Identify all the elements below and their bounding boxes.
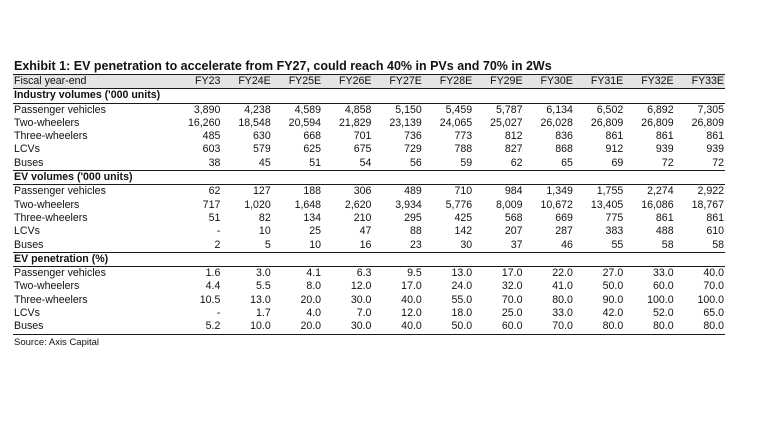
table-cell: 26,809 [590, 116, 624, 129]
table-cell: 127 [253, 185, 271, 198]
table-cell: 70.0 [703, 280, 724, 293]
table-cell: 13.0 [451, 267, 473, 280]
table-cell: 50.0 [423, 320, 473, 334]
row-label: Buses [14, 156, 44, 169]
table-cell: 10 [309, 238, 322, 251]
exhibit [13, 58, 725, 349]
year-header: FY28E [423, 75, 473, 89]
source-note: Source: Axis Capital [14, 336, 100, 348]
row-label: LCVs [14, 307, 40, 320]
table-cell: 912 [605, 143, 624, 156]
row-label: Buses [13, 320, 171, 334]
table-cell: 62 [208, 185, 221, 198]
table-cell: 60.0 [652, 280, 674, 293]
table-cell: 37 [510, 238, 523, 251]
table-cell: 13,405 [590, 198, 624, 211]
table-cell: 603 [202, 143, 221, 156]
section-title: Industry volumes ('000 units) [13, 89, 725, 103]
table-cell: 40.0 [372, 320, 422, 334]
year-header: FY30E [524, 75, 574, 89]
table-cell: 55 [611, 238, 624, 251]
table-cell: 383 [605, 225, 624, 238]
year-header: FY31E [574, 75, 624, 89]
table-cell: 6.3 [356, 267, 372, 280]
table-cell: 773 [454, 130, 473, 143]
table-cell: 17.0 [501, 267, 523, 280]
table-cell: 56 [410, 156, 422, 169]
table-row [13, 267, 725, 281]
table-cell: 5.5 [255, 280, 271, 293]
table-cell: 59 [460, 156, 473, 169]
table-cell: 710 [454, 185, 473, 198]
table-cell: 65 [561, 156, 573, 169]
table-row [13, 143, 725, 156]
table-cell: 18,548 [238, 116, 271, 129]
table-cell: 72 [661, 156, 674, 169]
row-label: Two-wheelers [14, 198, 80, 211]
table-cell: 41.0 [552, 280, 573, 293]
year-header: FY32E [624, 75, 674, 89]
table-cell: 88 [410, 225, 422, 238]
table-cell: 80.0 [675, 320, 725, 334]
table-cell: 939 [706, 143, 724, 156]
table-cell: 3,934 [395, 198, 422, 211]
table-cell: 675 [353, 143, 372, 156]
table-cell: 18.0 [451, 307, 473, 320]
table-cell: 827 [504, 143, 523, 156]
table-cell: 8,009 [496, 198, 523, 211]
table-cell: 60.0 [473, 320, 523, 334]
table-row [13, 199, 725, 212]
table-cell: 16,086 [641, 198, 674, 211]
table-cell: 295 [404, 211, 422, 224]
table-cell: 26,028 [540, 116, 573, 129]
table-cell: 861 [706, 211, 724, 224]
year-header: FY25E [272, 75, 322, 89]
year-header: FY24E [221, 75, 271, 89]
row-label: Three-wheelers [14, 293, 88, 306]
table-cell: 488 [655, 225, 674, 238]
row-label: Buses [14, 238, 44, 251]
year-header: FY26E [322, 75, 372, 89]
section-header-row [13, 252, 725, 266]
table-cell: 625 [303, 143, 322, 156]
year-header: FY23 [171, 75, 221, 89]
table-cell: 58 [712, 238, 724, 251]
table-row [13, 157, 725, 171]
table-cell: 489 [404, 185, 422, 198]
section-title: EV penetration (%) [13, 252, 725, 266]
table-cell: 729 [404, 143, 422, 156]
table-cell: 939 [655, 143, 674, 156]
table-cell: 10.5 [199, 293, 221, 306]
table-cell: 701 [353, 130, 372, 143]
table-cell: 736 [404, 130, 422, 143]
table-cell: - [216, 225, 221, 238]
ev-penetration-table [13, 74, 725, 335]
table-cell: 3,890 [193, 103, 221, 116]
table-row [13, 212, 725, 225]
table-cell: 6,892 [647, 103, 674, 116]
table-cell: 25,027 [490, 116, 523, 129]
table-cell: 861 [605, 130, 624, 143]
table-cell: 30.0 [322, 320, 372, 334]
table-cell: 90.0 [602, 293, 624, 306]
table-cell: 5,776 [445, 198, 473, 211]
table-cell: 8.0 [306, 280, 322, 293]
table-cell: 20.0 [272, 320, 322, 334]
table-cell: 10 [258, 225, 271, 238]
table-cell: 80.0 [624, 320, 674, 334]
table-row [13, 103, 725, 117]
table-row [13, 320, 725, 334]
section-header-row [13, 171, 725, 185]
table-cell: 10,672 [540, 198, 573, 211]
table-cell: 42.0 [602, 307, 624, 320]
table-cell: 5,459 [445, 103, 473, 116]
row-label: Passenger vehicles [14, 185, 106, 198]
section-title: EV volumes ('000 units) [13, 171, 725, 185]
table-cell: 568 [504, 211, 523, 224]
table-cell: 4,589 [294, 103, 322, 116]
table-cell: 69 [611, 156, 624, 169]
table-cell: 861 [655, 211, 674, 224]
table-cell: 25 [309, 225, 322, 238]
table-cell: 1,648 [294, 198, 322, 211]
table-cell: 72 [712, 156, 724, 169]
table-cell: 32.0 [501, 280, 523, 293]
table-cell: 51 [208, 211, 221, 224]
table-cell: - [216, 307, 221, 320]
table-cell: 1.6 [205, 267, 221, 280]
table-cell: 2,922 [697, 185, 724, 198]
table-cell: 836 [555, 130, 573, 143]
table-row [13, 280, 725, 293]
table-cell: 579 [253, 143, 271, 156]
table-cell: 26,809 [691, 116, 724, 129]
table-row [13, 117, 725, 130]
table-cell: 20,594 [288, 116, 322, 129]
table-row [13, 307, 725, 320]
table-cell: 33.0 [552, 307, 573, 320]
table-cell: 100.0 [647, 293, 674, 306]
table-row [13, 294, 725, 307]
table-cell: 630 [253, 130, 271, 143]
table-cell: 207 [504, 225, 523, 238]
table-cell: 13.0 [250, 293, 271, 306]
table-cell: 51 [309, 156, 322, 169]
table-cell: 12.0 [401, 307, 422, 320]
table-cell: 50.0 [602, 280, 624, 293]
table-cell: 62 [510, 156, 523, 169]
table-cell: 40.0 [401, 293, 422, 306]
table-cell: 861 [706, 130, 724, 143]
table-cell: 45 [258, 156, 271, 169]
row-label: LCVs [14, 143, 40, 156]
table-cell: 669 [555, 211, 573, 224]
header-row [13, 75, 725, 89]
table-cell: 80.0 [574, 320, 624, 334]
table-row [13, 185, 725, 199]
table-cell: 210 [353, 211, 372, 224]
row-label: Passenger vehicles [14, 267, 106, 280]
table-cell: 984 [504, 185, 523, 198]
table-cell: 27.0 [602, 267, 624, 280]
table-cell: 425 [454, 211, 473, 224]
table-cell: 55.0 [451, 293, 473, 306]
table-cell: 58 [661, 238, 674, 251]
table-cell: 861 [655, 130, 674, 143]
table-cell: 668 [303, 130, 322, 143]
table-row [13, 239, 725, 253]
table-cell: 775 [605, 211, 624, 224]
table-cell: 24.0 [451, 280, 473, 293]
table-cell: 38 [208, 156, 221, 169]
table-cell: 10.0 [221, 320, 271, 334]
table-cell: 4.4 [205, 280, 221, 293]
table-cell: 788 [454, 143, 473, 156]
table-cell: 5.2 [171, 320, 221, 334]
table-cell: 21,829 [339, 116, 372, 129]
table-cell: 47 [359, 225, 372, 238]
table-cell: 33.0 [652, 267, 674, 280]
table-cell: 6,134 [546, 103, 573, 116]
row-label: Two-wheelers [14, 116, 80, 129]
table-cell: 20.0 [300, 293, 322, 306]
table-cell: 4,858 [344, 103, 372, 116]
table-cell: 4,238 [244, 103, 271, 116]
table-cell: 6,502 [596, 103, 624, 116]
table-cell: 9.5 [407, 267, 422, 280]
table-cell: 5,150 [395, 103, 422, 116]
table-cell: 18,767 [691, 198, 724, 211]
table-cell: 82 [258, 211, 271, 224]
table-cell: 24,065 [439, 116, 473, 129]
table-cell: 1.7 [255, 307, 271, 320]
table-cell: 2 [214, 238, 221, 251]
table-cell: 23,139 [389, 116, 422, 129]
table-cell: 1,349 [546, 185, 573, 198]
table-cell: 54 [359, 156, 372, 169]
table-cell: 5 [264, 238, 271, 251]
table-cell: 485 [202, 130, 221, 143]
table-cell: 134 [303, 211, 322, 224]
header-label: Fiscal year-end [13, 75, 171, 89]
table-row [13, 225, 725, 238]
year-header: FY27E [372, 75, 422, 89]
table-cell: 26,809 [641, 116, 674, 129]
table-cell: 2,620 [344, 198, 372, 211]
row-label: Two-wheelers [14, 280, 80, 293]
section-header-row [13, 89, 725, 103]
row-label: LCVs [14, 225, 40, 238]
table-cell: 7,305 [697, 103, 724, 116]
table-cell: 23 [410, 238, 422, 251]
table-cell: 142 [454, 225, 473, 238]
table-cell: 2,274 [647, 185, 674, 198]
table-cell: 30 [460, 238, 473, 251]
table-cell: 868 [555, 143, 573, 156]
table-cell: 70.0 [501, 293, 523, 306]
table-cell: 17.0 [401, 280, 422, 293]
table-cell: 1,020 [244, 198, 271, 211]
table-cell: 100.0 [697, 293, 724, 306]
table-cell: 52.0 [652, 307, 674, 320]
table-cell: 7.0 [356, 307, 372, 320]
table-cell: 3.0 [255, 267, 271, 280]
table-cell: 40.0 [703, 267, 724, 280]
table-cell: 812 [504, 130, 523, 143]
row-label: Passenger vehicles [14, 103, 106, 116]
table-cell: 717 [202, 198, 221, 211]
exhibit-title: Exhibit 1: EV penetration to accelerate from FY27, could reach 40% in PVs and 70% in 2Ws [14, 59, 552, 73]
table-cell: 1,755 [596, 185, 624, 198]
table-cell: 4.0 [306, 307, 322, 320]
table-cell: 80.0 [552, 293, 573, 306]
table-cell: 16 [359, 238, 372, 251]
table-cell: 5,787 [496, 103, 523, 116]
table-cell: 46 [561, 238, 573, 251]
year-header: FY33E [675, 75, 725, 89]
table-cell: 22.0 [552, 267, 573, 280]
table-cell: 16,260 [187, 116, 221, 129]
year-header: FY29E [473, 75, 523, 89]
table-cell: 4.1 [306, 267, 322, 280]
table-cell: 610 [706, 225, 724, 238]
table-cell: 12.0 [350, 280, 372, 293]
table-cell: 30.0 [350, 293, 372, 306]
table-cell: 306 [353, 185, 372, 198]
table-cell: 287 [555, 225, 573, 238]
table-cell: 70.0 [524, 320, 574, 334]
row-label: Three-wheelers [14, 130, 88, 143]
table-cell: 65.0 [703, 307, 724, 320]
table-cell: 188 [303, 185, 322, 198]
table-row [13, 130, 725, 143]
row-label: Three-wheelers [14, 211, 88, 224]
table-cell: 25.0 [501, 307, 523, 320]
